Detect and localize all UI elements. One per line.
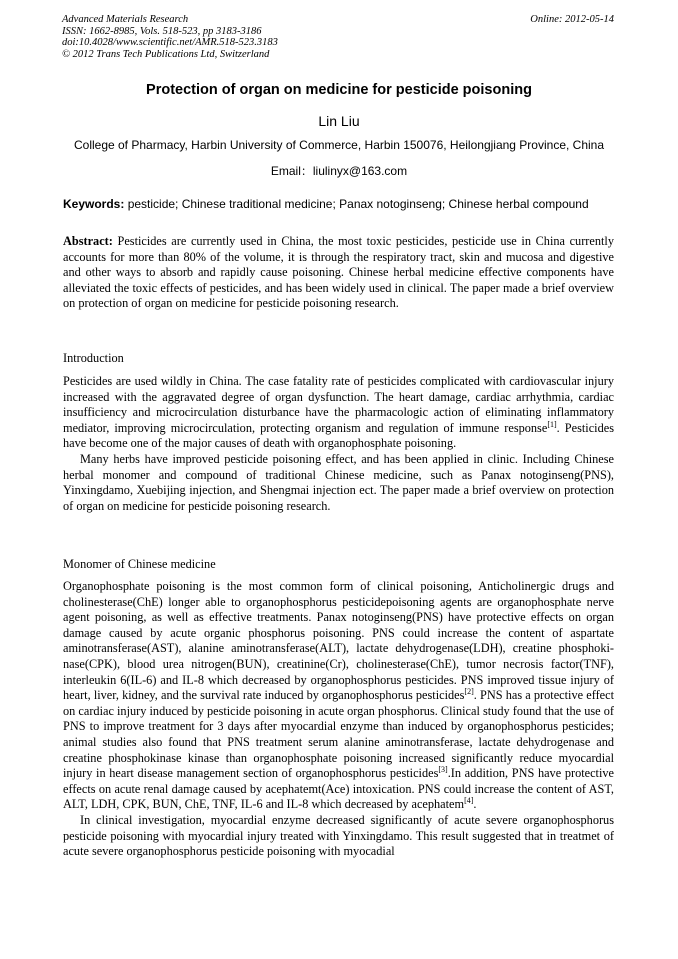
journal-header — [62, 14, 278, 60]
citation-ref: [3] — [438, 765, 448, 775]
author-email: Email：liulinyx@163.com — [270, 164, 408, 178]
paper-title: Protection of organ on medicine for pesticide poisoning — [146, 82, 532, 98]
keywords — [63, 197, 615, 211]
keywords-label: Keywords: — [63, 197, 125, 211]
monomer-paragraph-1 — [63, 579, 614, 813]
citation-ref: [4] — [464, 796, 474, 806]
introduction-paragraph-1 — [63, 374, 614, 452]
author-name: Lin Liu — [318, 113, 360, 129]
copyright-line: © 2012 Trans Tech Publications Ltd, Switzerland — [62, 48, 270, 60]
citation-ref: [2] — [464, 687, 474, 697]
mono-p1-text-a: Organophosphate poisoning is the most common form of clinical poisoning, Anticholinergic drugs and cholinesterase(ChE) longer able to organophosphorus pesticidepoisoning agents are organophosphate nerve agent poisoning, as well as effective treatments. Panax notoginseng(PNS) have protective effects on organ damage caused by acute organic phosphorus poisoning. PNS could increase the content of aspartate aminotransferase(AST), alanine aminotransferase(ALT), lactate dehydrogenase(LDH), creatine phosphoki-nase(CPK), blood urea nitrogen(BUN), creatinine(Cr), cholinesterase(ChE), tumor necrosis factor(TNF), interleukin 6(IL-6) and IL-8 which decreased by organophosphorus pesticides. PNS improved tissue injury of heart, liver, kidney, and the survival rate induced by organophosphorus pesticides — [63, 579, 614, 703]
keywords-text: pesticide; Chinese traditional medicine; Panax notoginseng; Chinese herbal compound — [124, 197, 589, 211]
mono-p1-text-b: . PNS has a protective effect on cardiac injury induced by pesticide poisoning in acute organ phosphorus. Clinical study found that the use of PNS to improve treatment for 3 days after myocardial enzyme than induced by organophosphorus pesticides; animal studies also found that PNS treatment serum alanine aminotransferase, lactate dehydrogenase and creatine phosphokinase kinase than organophosphate poisoning increased significantly reduce myocardial injury in heart disease management section of organophosphorus pesticides — [63, 688, 614, 781]
issn-line: ISSN: 1662-8985, Vols. 518-523, pp 3183-3186 — [62, 25, 262, 37]
introduction-section — [63, 374, 614, 514]
online-date: Online: 2012-05-14 — [530, 14, 614, 25]
intro-p1-text-b: . Pesticides have become one of the major causes of death with organophosphate poisoning. — [63, 420, 614, 451]
monomer-section — [63, 579, 614, 860]
monomer-paragraph-2: In clinical investigation, myocardial enzyme decreased significantly of acute severe organophosphorus pesticide poisoning with myocardial injury treated with Yinxingdamo. This result suggested that in treatmet of acute severe organophosphorus pesticide poisoning with myocadial — [63, 812, 614, 859]
introduction-heading: Introduction — [63, 351, 124, 365]
journal-name: Advanced Materials Research — [62, 14, 189, 25]
mono-p1-text-d: . — [473, 797, 477, 812]
doi-line: doi:10.4028/www.scientific.net/AMR.518-523.3183 — [62, 37, 278, 48]
abstract-label: Abstract: — [63, 234, 113, 248]
introduction-paragraph-2: Many herbs have improved pesticide poisoning effect, and has been applied in clinic. Including Chinese herbal monomer and compound of traditional Chinese medicine, such as Panax notoginseng(PNS), Yinxingdamo, Xuebijing injection, and Shengmai injection ect. The paper made a brief overview on protection of organ on medicine for pesticide poisoning research. — [63, 451, 614, 513]
citation-ref: [1] — [547, 419, 557, 429]
mono-p1-text-c: .In addition, PNS have protective effects on acute renal damage caused by acephatemt(Ace) intoxication. PNS could increase the content of AST, ALT, LDH, CPK, BUN, ChE, TNF, IL-6 and IL-8 which decreased by acephatem — [63, 766, 614, 812]
abstract-text: Pesticides are currently used in China, the most toxic pesticides, pesticide use in China currently accounts for more than 80% of the volume, it is through the respiratory tract, skin and mucosa and digestive and other ways to absorb and rapidly cause poisoning. Chinese herbal medicine effective components have alleviated the toxic effects of pesticides, and has been widely used in clinical. The paper made a brief overview on protection of organ on medicine for pesticide poisoning research. — [63, 234, 614, 311]
abstract — [63, 234, 614, 312]
monomer-heading: Monomer of Chinese medicine — [63, 557, 216, 571]
author-affiliation: College of Pharmacy, Harbin University of Commerce, Harbin 150076, Heilongjiang Province, China — [73, 138, 605, 152]
intro-p1-text-a: Pesticides are used wildly in China. The case fatality rate of pesticides complicated with cardiovascular injury increased with the aggravated degree of organ dysfunction. The heart damage, cardiac arrhythmia, cardiac insufficiency and microcirculation disturbance have the pharmacologic action of eliminating inflammatory mediator, improving microcirculation, protecting organism and regulation of immune response — [63, 374, 614, 435]
